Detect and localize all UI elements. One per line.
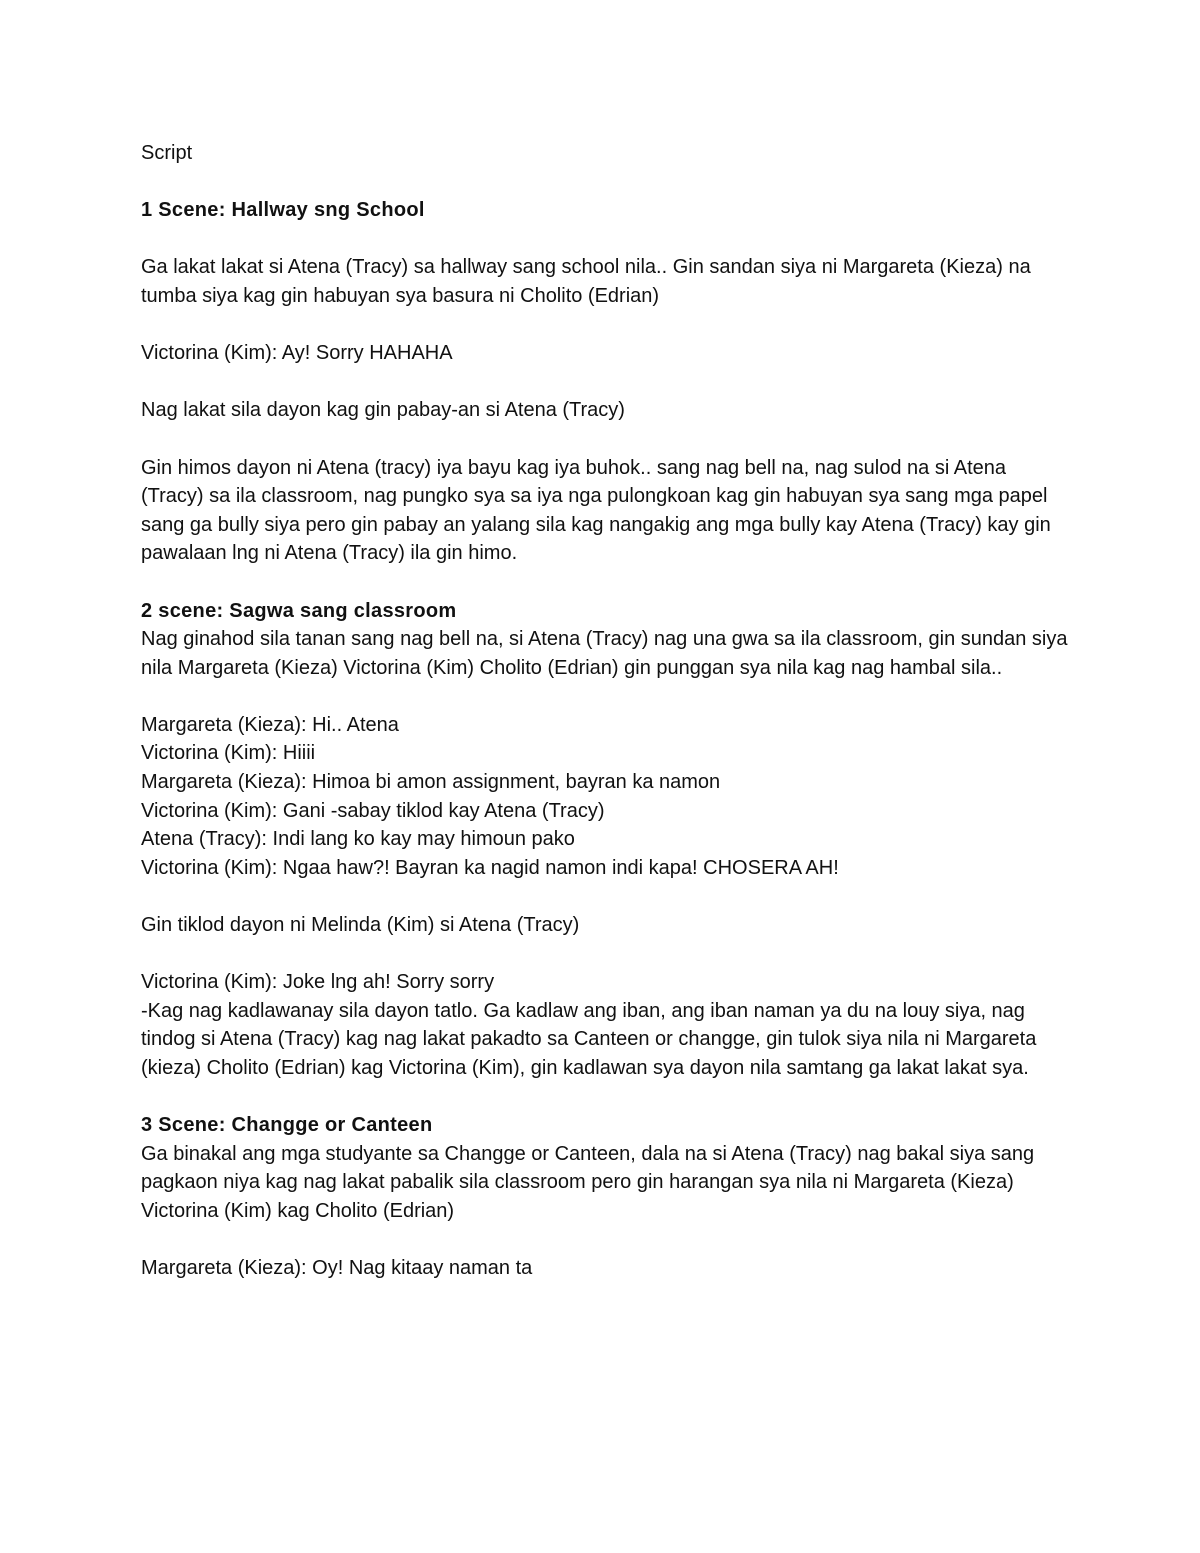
- scene2-block: [141, 597, 1071, 683]
- scene2-narration2: Gin tiklod dayon ni Melinda (Kim) si Atena (Tracy): [141, 914, 580, 937]
- scene2-dialogue-line: Victorina (Kim): Joke lng ah! Sorry sorry: [141, 971, 495, 994]
- document-page: [141, 139, 1071, 1283]
- scene1-narration3: Gin himos dayon ni Atena (tracy) iya bayu kag iya buhok.. sang nag bell na, nag sulod na si Atena (Tracy) sa ila classroom, nag pungko sya sa iya nga pulongkoan kag gin habuyan sya sang mga papel sang ga bully siya pero gin pabay an yalang sila kag nangakig ang mga bully kay Atena (Tracy) kay gin pawalaan lng ni Atena (Tracy) ila gin himo.: [141, 456, 1051, 565]
- scene3-dialogue-line: Margareta (Kieza): Oy! Nag kitaay naman ta: [141, 1257, 533, 1280]
- scene2-heading: 2 scene: Sagwa sang classroom: [141, 599, 457, 622]
- scene1-narration2: Nag lakat sila dayon kag gin pabay-an si Atena (Tracy): [141, 399, 625, 422]
- scene1-narration2-block: [141, 396, 1071, 425]
- dialogue-line: Victorina (Kim): Gani -sabay tiklod kay Atena (Tracy): [141, 799, 605, 822]
- document-title: Script: [141, 142, 193, 164]
- scene1-heading: 1 Scene: Hallway sng School: [141, 199, 425, 222]
- scene2-dialogue-block: [141, 711, 1071, 883]
- scene2-joke-block: [141, 968, 1071, 1082]
- scene1-dialogue-line: Victorina (Kim): Ay! Sorry HAHAHA: [141, 342, 453, 365]
- scene3-block: [141, 1111, 1071, 1225]
- dialogue-line: Victorina (Kim): Hiiii: [141, 742, 316, 765]
- scene1-line1-block: [141, 339, 1071, 368]
- scene1-narration1-block: [141, 253, 1071, 310]
- document-title-block: [141, 139, 1071, 168]
- scene1-narration1: Ga lakat lakat si Atena (Tracy) sa hallway sang school nila.. Gin sandan siya ni Margareta (Kieza) na tumba siya kag gin habuyan sya basura ni Cholito (Edrian): [141, 256, 1031, 307]
- dialogue-line: Victorina (Kim): Ngaa haw?! Bayran ka nagid namon indi kapa! CHOSERA AH!: [141, 856, 839, 879]
- dialogue-line: Atena (Tracy): Indi lang ko kay may himoun pako: [141, 828, 575, 851]
- scene2-narration3: -Kag nag kadlawanay sila dayon tatlo. Ga kadlaw ang iban, ang iban naman ya du na louy siya, nag tindog si Atena (Tracy) kag nag lakat pakadto sa Canteen or changge, gin tulok siya nila ni Margareta (kieza) Cholito (Edrian) kag Victorina (Kim), gin kadlawan sya dayon nila samtang ga lakat lakat sya.: [141, 999, 1037, 1079]
- scene2-narration2-block: [141, 911, 1071, 940]
- dialogue-line: Margareta (Kieza): Hi.. Atena: [141, 713, 399, 736]
- scene1-heading-block: [141, 196, 1071, 225]
- scene3-narration1: Ga binakal ang mga studyante sa Changge or Canteen, dala na si Atena (Tracy) nag bakal siya sang pagkaon niya kag nag lakat pabalik sila classroom pero gin harangan sya nila ni Margareta (Kieza) Victorina (Kim) kag Cholito (Edrian): [141, 1142, 1035, 1222]
- scene3-heading: 3 Scene: Changge or Canteen: [141, 1114, 433, 1137]
- scene1-narration3-block: [141, 454, 1071, 568]
- dialogue-line: Margareta (Kieza): Himoa bi amon assignment, bayran ka namon: [141, 771, 721, 794]
- scene3-line1-block: [141, 1254, 1071, 1283]
- scene2-narration1: Nag ginahod sila tanan sang nag bell na, si Atena (Tracy) nag una gwa sa ila classroom, gin sundan siya nila Margareta (Kieza) Victorina (Kim) Cholito (Edrian) gin punggan sya nila kag nag hambal sila..: [141, 628, 1068, 679]
